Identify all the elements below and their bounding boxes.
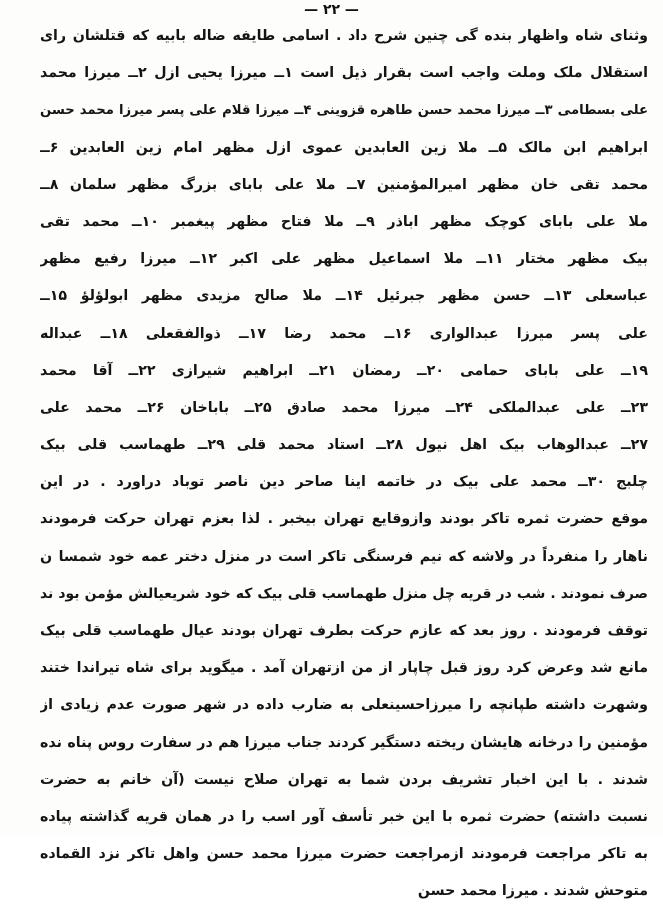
- text-line: مانع شد وعرض کرد روز قبل چاپار از من ازتهران آمد . میگوید برای شاه تیراندا ختند: [40, 660, 648, 677]
- page-number: — ۲۲ —: [304, 2, 359, 18]
- text-line: محمد تقی خان مظهر امیرالمؤمنین ۷ــ ملا علی بابای بزرگ مظهر سلمان ۸ــ: [40, 176, 648, 193]
- text-body: [40, 18, 648, 911]
- text-line: وشهرت داشته طپانچه را میرزاحسینعلی به ضارب داده در شهر صورت عدم زیادی از: [40, 697, 648, 714]
- text-line: موقع حضرت ثمره تاکر بودند وازوقایع تهران بیخبر . لذا بعزم تهران حرکت فرمودند: [40, 511, 648, 528]
- text-line: ملا علی بابای کوچک مظهر اباذر ۹ــ ملا فتاح مظهر پیغمبر ۱۰ــ محمد تقی: [40, 213, 648, 230]
- text-line-last: متوحش شدند . میرزا محمد حسن: [417, 883, 648, 900]
- text-line: به تاکر مراجعت فرمودند ازمراجعت حضرت میرزا محمد حسن واهل تاکر نزد القماده: [40, 846, 648, 863]
- text-line: چلبج ۳۰ــ محمد علی بیک در خاتمه اینا صاحر دین ناصر توباد دراورد . در این: [40, 474, 648, 491]
- text-line: توقف فرمودند . روز بعد که عازم حرکت بطرف تهران بودند عیال طهماسب قلی بیک: [40, 623, 648, 639]
- text-line: علی بسطامی ۳ــ میرزا محمد حسن طاهره قزوینی ۴ــ میرزا قلام علی پسر میرزا محمد حسن: [40, 103, 648, 119]
- text-line: ۱۹ــ علی بابای حمامی ۲۰ــ رمضان ۲۱ــ ابراهیم شیرازی ۲۲ــ آقا محمد: [40, 362, 648, 379]
- text-line: شدند . با این اخبار تشریف بردن شما به تهران صلاح نیست (آن خانم به حضرت: [40, 771, 648, 788]
- text-line: استقلال ملک وملت واجب است بقرار ذیل است ۱ــ میرزا یحیی ازل ۲ــ میرزا محمد: [40, 65, 648, 82]
- text-line: مؤمنین را درخانه هایشان ریخته دستگیر کردند جناب میرزا هم در سفارت روس پناه نده: [40, 734, 648, 751]
- text-line: علی پسر میرزا عبدالواری ۱۶ــ محمد رضا ۱۷ــ ذوالفقعلی ۱۸ــ عبداله: [40, 325, 648, 342]
- text-line: ناهار را منفرداً در ولاشه که نیم فرسنگی تاکر است در منزل دختر عمه خود شمسا ن: [40, 548, 648, 565]
- text-line: ۲۳ــ علی عبدالملکی ۲۴ــ میرزا محمد صادق ۲۵ــ باباخان ۲۶ــ محمد علی: [40, 399, 648, 416]
- text-line: صرف نمودند . شب در قریه چل منزل طهماسب قلی بیک که خود شریعیالش مؤمن بود ند: [40, 585, 648, 602]
- text-line: ابراهیم ابن مالک ۵ــ ملا زین العابدین عموی ازل مظهر امام زین العابدین ۶ــ: [40, 139, 648, 156]
- text-line: وثنای شاه واظهار بنده گی چنین شرح داد . اسامی طایفه ضاله بابیه که قتلشان رای: [40, 28, 648, 44]
- text-line: بیک مظهر مختار ۱۱ــ ملا اسماعیل مظهر علی اکبر ۱۲ــ میرزا رفیع مظهر: [40, 251, 648, 268]
- text-line: عباسعلی ۱۳ــ حسن مظهر جبرئیل ۱۴ــ ملا صالح مزیدی مظهر ابولؤلؤ ۱۵ــ: [40, 288, 648, 305]
- text-line: نسبت داشته) حضرت ثمره با این خبر تأسف آور اسب را در همان قریه گذاشته پیاده: [40, 808, 648, 825]
- text-line: ۲۷ــ عبدالوهاب بیک اهل نیول ۲۸ــ استاد محمد قلی ۲۹ــ طهماسب قلی بیک: [40, 437, 648, 454]
